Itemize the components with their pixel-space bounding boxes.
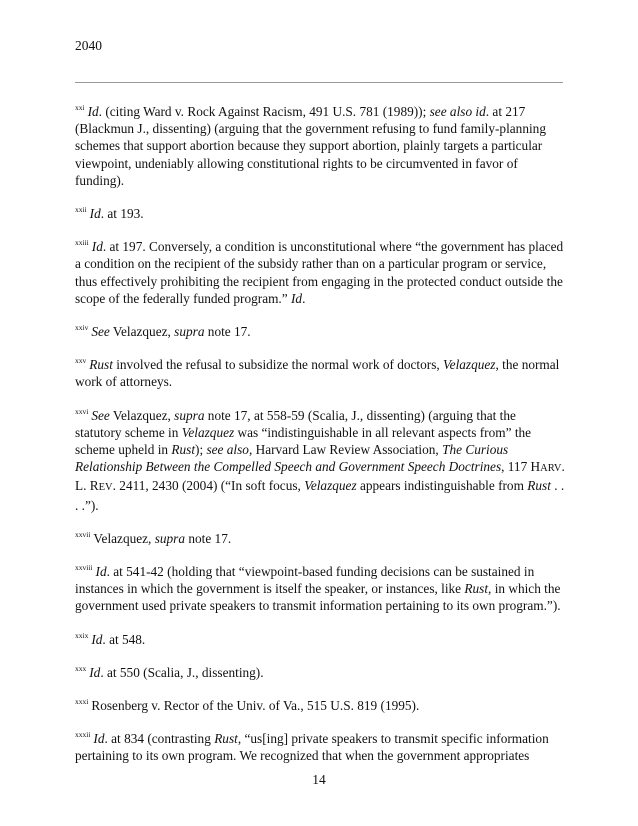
endnote-text: , in which the government used private speakers to transmit information pertaining to its own program.”).: [75, 581, 561, 614]
endnote: [75, 530, 565, 547]
endnote-text: Velazquez,: [93, 530, 155, 546]
endnote-marker: xxx: [75, 663, 87, 673]
endnote: [75, 103, 565, 189]
endnote-text: involved the refusal to subsidize the normal work of doctors,: [112, 357, 444, 373]
endnote-text: EV: [98, 482, 113, 494]
endnote-text: . (citing Ward v. Rock Against Racism, 491 U.S. 781 (1989));: [98, 104, 430, 119]
endnote-italic-text: see also id: [429, 104, 486, 119]
endnote-text: was “indistinguishable in all relevant aspects from” the scheme upheld in: [75, 424, 532, 458]
endnote: [75, 563, 565, 615]
endnote-text: , Harvard Law Review Association,: [248, 442, 443, 458]
endnote-italic-text: supra: [174, 324, 205, 340]
endnote-italic-text: Rust: [171, 442, 196, 458]
endnote-italic-text: Velazquez: [181, 424, 235, 440]
endnote-text: );: [195, 442, 207, 458]
endnote-text: . . . .”).: [75, 478, 565, 513]
endnote-text: note 17.: [204, 324, 251, 340]
endnote-text: Velazquez,: [109, 407, 175, 423]
endnote-text: , the normal work of attorneys.: [75, 357, 560, 390]
endnote-italic-text: Rust: [89, 357, 113, 373]
endnote-italic-text: Id: [93, 731, 105, 747]
endnote: [75, 730, 565, 764]
endnote-marker: xxi: [75, 103, 85, 112]
endnote: [75, 356, 565, 390]
endnote-italic-text: Velazquez: [443, 357, 496, 373]
header-divider: [75, 82, 563, 83]
endnote-italic-text: Id: [91, 239, 103, 255]
endnote-text: . at 550 (Scalia, J., dissenting).: [100, 664, 264, 680]
endnote-text: .: [302, 290, 306, 306]
endnote: [75, 664, 565, 681]
endnote: [75, 697, 565, 714]
endnote-text: , “us[ing] private speakers to transmit specific information pertaining to its own program. We recognized that when the government appropriates: [75, 731, 549, 764]
endnote-text: Rosenberg v. Rector of the Univ. of Va., 515 U.S. 819 (1995).: [91, 698, 420, 714]
endnote-italic-text: Rust: [214, 731, 238, 747]
endnote-italic-text: Id: [290, 290, 303, 306]
endnote-text: . L. R: [75, 459, 565, 494]
endnote-italic-text: Id: [91, 631, 103, 647]
endnote: [75, 407, 565, 514]
endnote-text: , 117 H: [501, 459, 541, 475]
endnote-italic-text: Id: [95, 564, 107, 580]
endnote-italic-text: supra: [174, 407, 205, 423]
endnote-italic-text: The Curious Relationship Between the Compelled Speech and Government Speech Doctrines: [75, 442, 509, 475]
endnote: [75, 238, 565, 307]
endnote-italic-text: supra: [154, 530, 185, 546]
endnote-marker: xxvii: [75, 529, 91, 539]
endnote-marker: xxxi: [75, 697, 89, 707]
endnote-text: . at 217 (Blackmun J., dissenting) (arguing that the government refusing to fund family-planning schemes that support abortion because they support abortion, plainly targets a particular viewpoint, undeniably allowing constitutional rights to be circumvented in favor of funding).: [75, 104, 546, 188]
endnote-text: . at 541-42 (holding that “viewpoint-based funding decisions can be sustained in instances in which the government is itself the speaker, or instances, like: [75, 564, 535, 597]
endnote-text: note 17.: [185, 530, 232, 546]
endnote-marker: xxiii: [75, 238, 89, 248]
page-header-number: 2040: [75, 38, 102, 53]
endnotes-list: [75, 103, 565, 781]
endnote-text: . at 197. Conversely, a condition is unconstitutional where “the government has placed a condition on the recipient of the subsidy rather than on a particular program or service, thus effectively prohibiting the recipient from engaging in the protected conduct outside the scope of the federally funded program.”: [75, 239, 564, 306]
endnote-marker: xxii: [75, 205, 87, 215]
endnote-italic-text: See: [91, 407, 110, 423]
endnote-italic-text: Id: [89, 664, 101, 680]
endnote-text: . at 548.: [102, 631, 146, 647]
endnote-marker: xxiv: [75, 323, 89, 333]
endnote-marker: xxviii: [75, 563, 93, 573]
endnote-text: note 17, at 558-59 (Scalia, J., dissenting) (arguing that the statutory scheme in: [75, 407, 516, 440]
endnote-text: Velazquez,: [109, 324, 175, 340]
endnote-marker: xxvi: [75, 406, 89, 416]
endnote-text: . 2411, 2430 (2004) (“In soft focus,: [112, 478, 305, 494]
endnote-italic-text: Id: [87, 104, 99, 119]
endnote-italic-text: Id: [89, 206, 101, 222]
endnote: [75, 323, 565, 340]
endnote-text: appears indistinguishable from: [356, 478, 528, 494]
endnote-marker: xxix: [75, 630, 89, 640]
page-number: 14: [312, 772, 326, 787]
endnote-text: ARV: [540, 463, 562, 475]
endnote-italic-text: Rust: [527, 478, 551, 494]
endnote-italic-text: See: [91, 324, 110, 340]
endnote-marker: xxxii: [75, 730, 91, 740]
endnote-text: . at 193.: [100, 206, 144, 222]
endnote-marker: xxv: [75, 356, 87, 366]
endnote-italic-text: Rust: [464, 581, 489, 597]
endnote-text: . at 834 (contrasting: [104, 731, 215, 747]
endnote: [75, 631, 565, 648]
endnote-italic-text: see also: [206, 442, 249, 458]
endnote-italic-text: Velazquez: [304, 478, 357, 494]
endnote: [75, 205, 565, 222]
